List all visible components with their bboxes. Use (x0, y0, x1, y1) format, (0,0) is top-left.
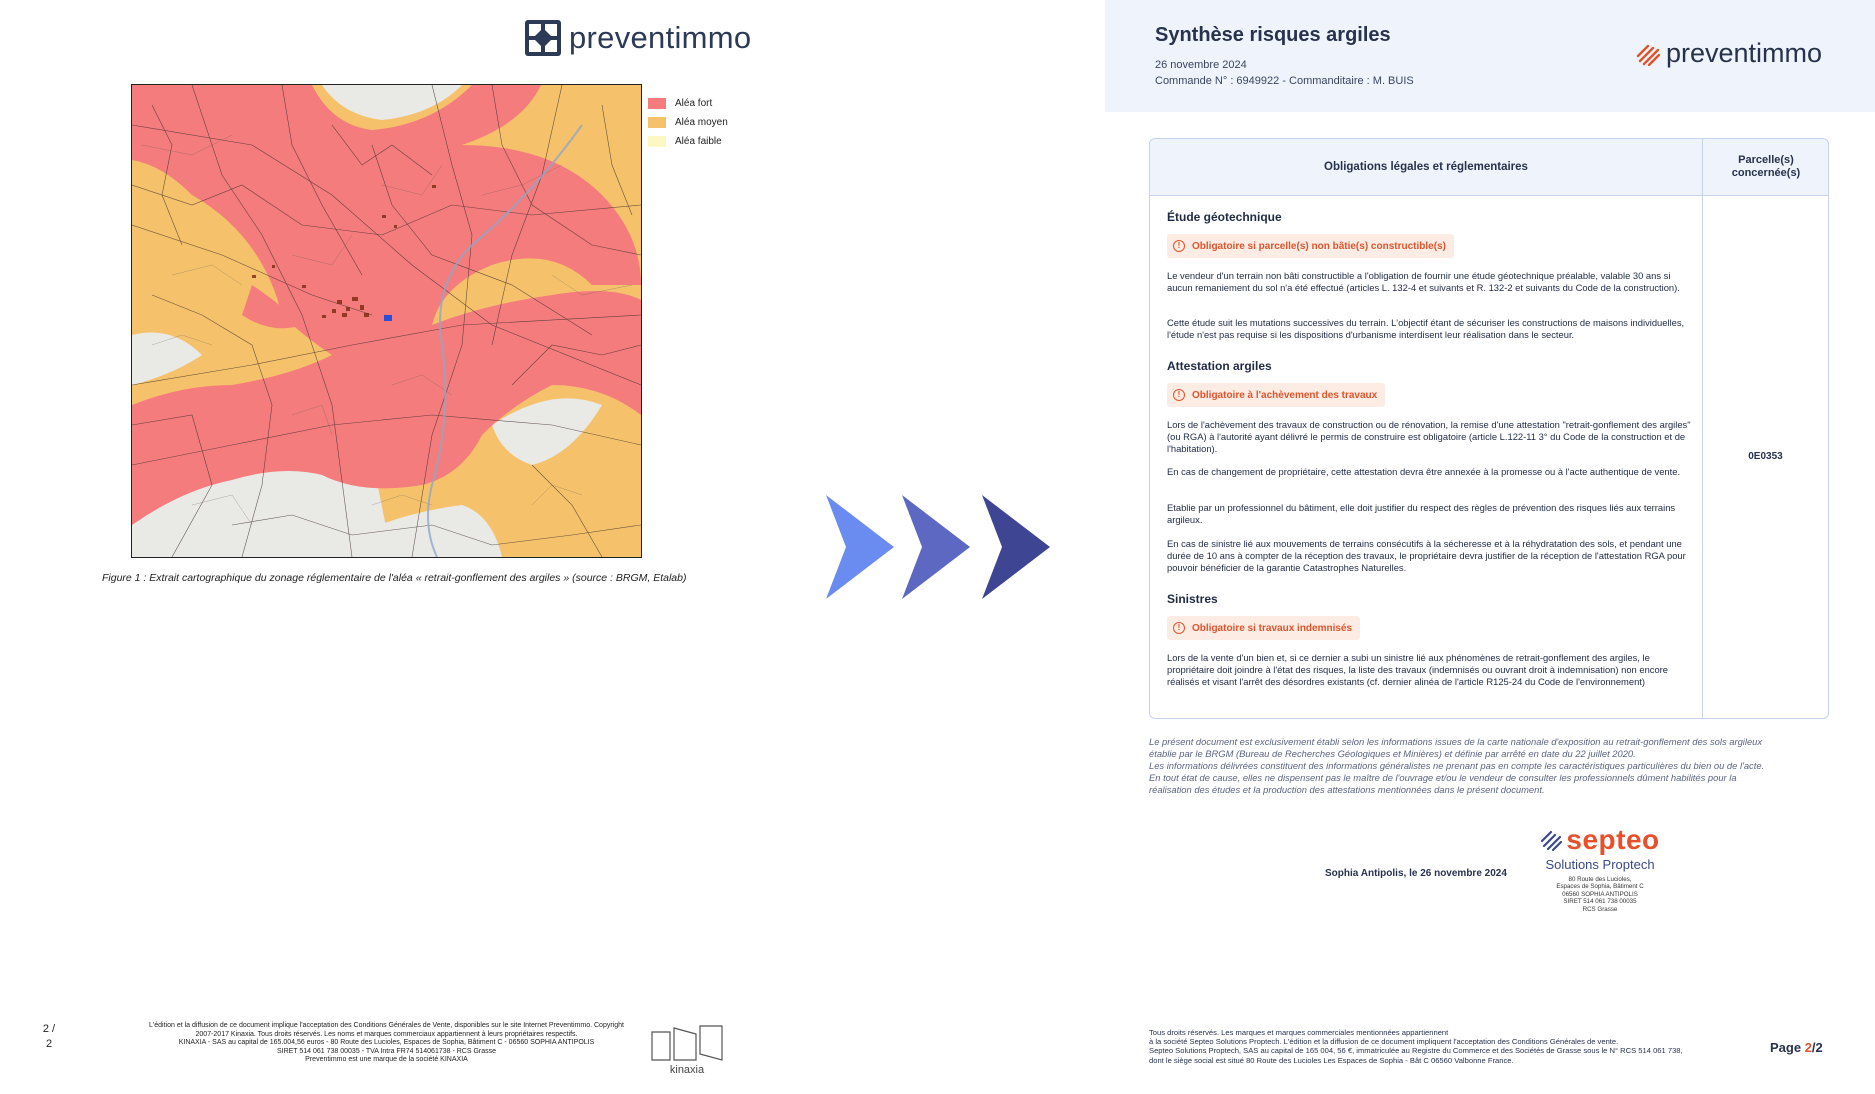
paragraph: Etablie par un professionnel du bâtiment, elle doit justifier du respect des règles de prévention des risques liés aux terrains argileux. (1167, 502, 1676, 525)
header-parcel-label: Parcelle(s) concernée(s) (1731, 154, 1801, 179)
map-legend (648, 94, 728, 151)
footer-line: L'édition et la diffusion de ce document implique l'acceptation des Conditions Générales de Vente, disponibles sur le site Internet Preventimmo. Copyright (149, 1022, 624, 1029)
footer-line: SIRET 514 061 738 00035 - TVA Intra FR74 514061738 - RCS Grasse (276, 1047, 497, 1055)
disclaimer-line: Le présent document est exclusivement établi selon les informations issues de la carte nationale d'exposition au retrait-gonflement des sols argileux (1149, 736, 1763, 747)
paragraph: Le vendeur d'un terrain non bâti constructible a l'obligation de fournir une étude géotechnique préalable, valable 30 ans si aucun remaniement du sol n'a été effectué (articles L. 132-4 et suivants et R. 132-2 et suivants du Code de la construction). (1167, 270, 1680, 293)
preventimmo-logo-header (1636, 38, 1822, 69)
badge-label: Obligatoire à l'achèvement des travaux (1192, 389, 1378, 401)
preventimmo-logo-text: preventimmo (1666, 38, 1823, 68)
preventimmo-logo (525, 20, 751, 56)
left-page-total: 2 (45, 1038, 53, 1050)
header-parcel (1702, 139, 1829, 195)
right-page-number (1770, 1040, 1823, 1055)
preventimmo-stripes-icon (1636, 42, 1660, 66)
header-obligations: Obligations légales et réglementaires (1324, 161, 1528, 173)
legend-label: Aléa faible (675, 136, 722, 147)
footer-line: Preventimmo est une marque de la société KINAXIA (305, 1056, 468, 1064)
figure-caption: Figure 1 : Extrait cartographique du zonage réglementaire de l'aléa « retrait-gonflement des argiles » (source : BRGM, Etalab) (102, 572, 687, 584)
badge-sinistres (1167, 616, 1360, 640)
hazard-map (131, 84, 642, 558)
transition-arrows (826, 495, 1051, 604)
parcel-value: 0E0353 (1748, 451, 1783, 462)
address-line: RCS Grasse (1582, 905, 1618, 913)
paragraph: Cette étude suit les mutations successives du terrain. L'objectif étant de sécuriser les constructions de maisons individuelles, l'étude n'est pas requise si les dispositions d'urbanisme interdisent leur réalisation dans le secteur. (1167, 317, 1685, 340)
septeo-address (1535, 876, 1665, 913)
disclaimer-line: réalisation des études et la production des attestations mentionnées dans le présent document. (1149, 784, 1545, 795)
legend-swatch-alea-moyen (648, 117, 666, 128)
disclaimer (1149, 736, 1839, 796)
legend-item (648, 132, 728, 151)
legend-swatch-alea-faible (648, 136, 666, 147)
right-legal-footer (1149, 1028, 1749, 1065)
page-current: 2 (1804, 1040, 1812, 1055)
alert-circle-icon: ! (1173, 622, 1185, 634)
left-page-number (34, 1022, 64, 1052)
signature-line: Sophia Antipolis, le 26 novembre 2024 (1325, 868, 1507, 879)
legend-item (648, 94, 728, 113)
paragraph: Lors de la vente d'un bien et, si ce dernier a subi un sinistre lié aux phénomènes de retrait-gonflement des argiles, le propriétaire doit joindre à l'état des risques, la liste des travaux (indemnisés ou ouvrant droit à indemnisation) non encore réalisés et visant l'arrêt des désordres existants (cf. dernier alinéa de l'article R125-24 du Code de l'environnement) (1167, 652, 1669, 687)
footer-line: KINAXIA - SAS au capital de 165.004,56 euros - 80 Route des Lucioles, Espaces de Sophia, Bâtiment C - 06560 SOPHIA ANTIPOLIS (178, 1039, 595, 1047)
hazard-map-graphic (132, 85, 641, 557)
paragraph: Lors de l'achèvement des travaux de construction ou de rénovation, la remise d'une attestation "retrait-gonflement des argiles" (ou RGA) à l'autorité ayant délivré le permis de construire est obligatoire (article L.122-11 3° du Code de la construction et de l'habitation). (1167, 419, 1691, 454)
paragraph: En cas de sinistre lié aux mouvements de terrains consécutifs à la sécheresse et à la réhydratation des sols, et pendant une durée de 10 ans à compter de la réception des travaux, le propriétaire devra justifier de la réception de l'attestation RGA pour pouvoir bénéficier de la garantie Catastrophes Naturelles. (1167, 538, 1686, 573)
paragraph: En cas de changement de propriétaire, cette attestation devra être annexée à la promesse ou à l'acte authentique de vente. (1167, 466, 1681, 477)
septeo-stripes-icon (1540, 829, 1562, 851)
section-title-attestation: Attestation argiles (1167, 359, 1272, 373)
legend-label: Aléa fort (675, 98, 713, 109)
legend-item (648, 113, 728, 132)
page-prefix: Page (1770, 1040, 1805, 1055)
section-title-sinistres: Sinistres (1167, 592, 1218, 606)
disclaimer-line: En tout état de cause, elles ne dispensent pas le maître de l'ouvrage et/ou le vendeur de consulter les professionnels dûment habilités pour la (1149, 772, 1737, 783)
table-header (1150, 139, 1828, 196)
address-line: SIRET 514 061 738 00035 (1563, 898, 1637, 906)
obligations-table (1149, 138, 1829, 719)
badge-label: Obligatoire si parcelle(s) non bâtie(s) constructible(s) (1192, 240, 1446, 252)
badge-attestation (1167, 383, 1385, 407)
kinaxia-logo-text: kinaxia (669, 1064, 705, 1076)
report-date: 26 novembre 2024 (1155, 59, 1247, 71)
footer-line: dont le siège social est situé 80 Route des Lucioles Les Espaces de Sophia - Bât C 06560 Valbonne France. (1149, 1055, 1514, 1065)
address-line: Espaces de Sophia, Bâtiment C (1556, 883, 1644, 891)
badge-label: Obligatoire si travaux indemnisés (1192, 622, 1353, 634)
septeo-subtitle: Solutions Proptech (1545, 857, 1655, 872)
kinaxia-logo (650, 1024, 724, 1081)
preventimmo-logo-text: preventimmo (569, 20, 752, 55)
legend-swatch-alea-fort (648, 98, 666, 109)
left-page-current: 2 / (42, 1023, 56, 1035)
address-line: 80 Route des Lucioles, (1568, 876, 1632, 883)
septeo-stamp (1535, 824, 1665, 913)
footer-line: à la société Septeo Solutions Proptech. L'édition et la diffusion de ce document impliquent l'acceptation des Conditions Générales de vente. (1149, 1037, 1619, 1047)
preventimmo-logo-icon (525, 20, 561, 56)
footer-line: 2007-2017 Kinaxia. Tous droits réservés. Les noms et marques commerciaux appartiennent à leurs propriétaires respectifs. (195, 1030, 578, 1038)
septeo-logo (1535, 824, 1665, 856)
report-title: Synthèse risques argiles (1155, 24, 1391, 46)
alert-circle-icon: ! (1173, 240, 1185, 252)
septeo-brand: septeo (1566, 824, 1660, 855)
footer-line: Tous droits réservés. Les marques et marques commerciales mentionnées appartiennent (1149, 1028, 1449, 1037)
chevron-arrows-icon (826, 495, 1051, 599)
alert-circle-icon: ! (1173, 389, 1185, 401)
left-legal-footer (144, 1022, 629, 1065)
kinaxia-logo-icon (650, 1024, 724, 1076)
footer-line: Septeo Solutions Proptech, SAS au capital de 165 004, 56 €, immatriculée au Registre du Commerce et des Sociétés de Grasse sous le N° RCS 514 061 738, (1149, 1046, 1683, 1056)
disclaimer-line: Les informations délivrées constituent des informations généralistes ne prenant pas en compte les caractéristiques particulières du bien ou de l'acte. (1149, 760, 1765, 771)
legend-label: Aléa moyen (675, 117, 728, 128)
badge-etude (1167, 234, 1454, 258)
page-total: /2 (1811, 1040, 1823, 1055)
parcel-marker (384, 315, 392, 321)
order-line: Commande N° : 6949922 - Commanditaire : M. BUIS (1155, 75, 1414, 87)
disclaimer-line: établie par le BRGM (Bureau de Recherches Géologiques et Minières) et définie par arrêté en date du 22 juillet 2020. (1149, 748, 1636, 759)
address-line: 06560 SOPHIA ANTIPOLIS (1562, 890, 1638, 898)
section-title-etude: Étude géotechnique (1167, 210, 1282, 224)
